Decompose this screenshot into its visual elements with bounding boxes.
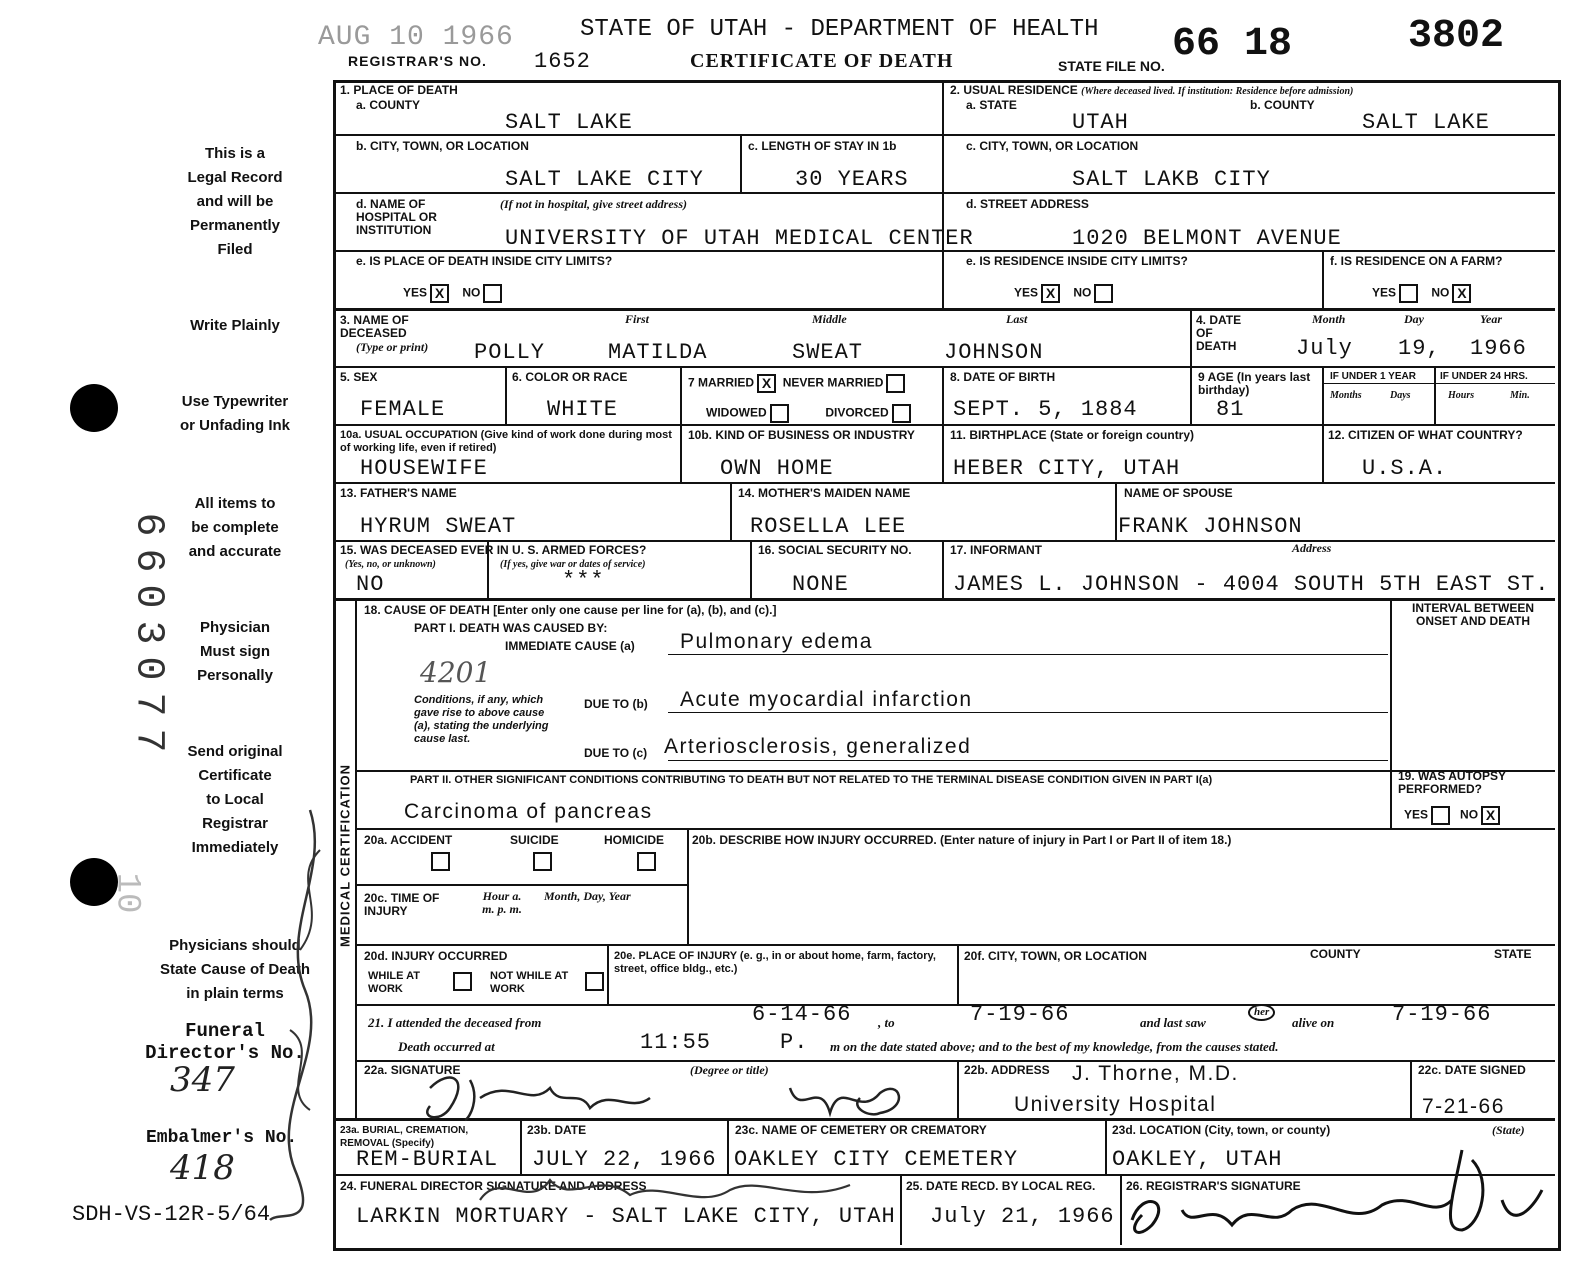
citizenship: U.S.A. <box>1362 456 1448 481</box>
middle-name-label: Middle <box>812 312 847 326</box>
while-at-work-checkbox[interactable] <box>453 972 472 991</box>
funeral-director-signature-scrawl <box>250 790 340 1230</box>
other-conditions: Carcinoma of pancreas <box>404 800 653 823</box>
registrar-signature <box>1122 1140 1552 1245</box>
no-checkbox[interactable] <box>1094 284 1113 303</box>
place-of-injury-label: 20e. PLACE OF INJURY (e. g., in or about home, farm, factory, street, office bldg., etc.) <box>614 950 936 975</box>
death-month: July <box>1296 336 1353 361</box>
last-name: JOHNSON <box>944 340 1044 365</box>
degree-title-label: (Degree or title) <box>690 1063 769 1077</box>
age: 81 <box>1216 397 1245 422</box>
hours-label: Hours <box>1448 390 1475 401</box>
under-1-year-label: IF UNDER 1 YEAR <box>1330 371 1416 382</box>
yes-checkbox-checked[interactable] <box>430 284 449 303</box>
date-received-label: 25. DATE RECD. BY LOCAL REG. <box>906 1179 1096 1193</box>
birthplace-label: 11. BIRTHPLACE (State or foreign country) <box>950 428 1195 442</box>
disposition-label: 23a. BURIAL, CREMATION, REMOVAL (Specify) <box>340 1125 469 1149</box>
punch-hole <box>70 384 118 432</box>
physician-sign-note: Physician Must sign Personally <box>197 619 273 684</box>
marital-status-row1: 7 MARRIEDX NEVER MARRIED <box>688 374 905 393</box>
service-hint: (If yes, give war or dates of service) <box>500 559 646 570</box>
service-dates: *** <box>562 568 605 593</box>
physician-signature <box>410 1068 950 1126</box>
immediate-cause: Pulmonary edema <box>680 630 873 653</box>
state-file-label: STATE FILE NO. <box>1058 58 1165 74</box>
part-two-label: PART II. OTHER SIGNIFICANT CONDITIONS CONTRIBUTING TO DEATH BUT NOT RELATED TO THE TERMINAL DISEASE CONDITION GIVEN IN PART I(a) <box>410 774 1213 786</box>
death-year: 1966 <box>1470 336 1527 361</box>
citizenship-label: 12. CITIZEN OF WHAT COUNTRY? <box>1328 428 1523 442</box>
injury-occurred-label: 20d. INJURY OCCURRED <box>364 949 508 963</box>
informant-address-label: Address <box>1292 541 1332 555</box>
death-county: SALT LAKE <box>505 110 633 135</box>
cemetery-location-label: 23d. LOCATION (City, town, or county) <box>1112 1123 1331 1137</box>
embalmer-number: 418 <box>170 1148 235 1188</box>
occupation: HOUSEWIFE <box>360 456 488 481</box>
date-signed: 7-21-66 <box>1422 1095 1505 1118</box>
time-of-death-pm: P. <box>780 1030 809 1055</box>
form-number: SDH-VS-12R-5/64 <box>72 1202 271 1227</box>
attended-to: 7-19-66 <box>970 1002 1070 1027</box>
no-checkbox-checked[interactable] <box>1452 284 1471 303</box>
attended-to-label: , to <box>878 1015 895 1030</box>
funeral-home: LARKIN MORTUARY - SALT LAKE CITY, UTAH <box>356 1204 896 1229</box>
physician-address-line1: J. Thorne, M.D. <box>1072 1062 1239 1085</box>
funeral-director-signature <box>470 1160 870 1230</box>
sex-label: 5. SEX <box>340 370 378 384</box>
burial-date: JULY 22, 1966 <box>532 1147 717 1172</box>
first-name: POLLY <box>474 340 546 365</box>
homicide-checkbox[interactable] <box>637 852 656 871</box>
minutes-label: Min. <box>1510 390 1530 401</box>
deceased-name-label: 3. NAME OF DECEASED <box>340 313 409 340</box>
place-of-death-label: 1. PLACE OF DEATH <box>340 83 458 97</box>
street-address-label: d. STREET ADDRESS <box>966 197 1089 211</box>
injury-city-label: 20f. CITY, TOWN, OR LOCATION <box>964 949 1147 963</box>
funeral-director-label: Funeral Director's No. <box>145 1020 305 1064</box>
interval-label: INTERVAL BETWEEN ONSET AND DEATH <box>1411 601 1534 628</box>
due-to-c-label: DUE TO (c) <box>584 746 648 760</box>
length-of-stay-label: c. LENGTH OF STAY IN 1b <box>748 139 897 153</box>
last-seen-alive: 7-19-66 <box>1392 1002 1492 1027</box>
not-while-at-work-checkbox[interactable] <box>585 972 604 991</box>
homicide-label: HOMICIDE <box>604 833 664 847</box>
residence-state-label: a. STATE <box>966 98 1017 112</box>
funeral-director-label-24: 24. FUNERAL DIRECTOR SIGNATURE AND ADDRESS <box>340 1179 647 1193</box>
month-label: Month <box>1312 312 1346 326</box>
medical-certification-label: MEDICAL CERTIFICATION <box>337 764 353 948</box>
autopsy-label: 19. WAS AUTOPSY PERFORMED? <box>1398 769 1506 796</box>
typewriter-note: Use Typewriter or Unfading Ink <box>180 393 290 434</box>
attended-from: 6-14-66 <box>752 1002 852 1027</box>
age-label: 9 AGE (In years last birthday) <box>1198 370 1311 397</box>
death-city-limits-label: e. IS PLACE OF DEATH INSIDE CITY LIMITS? <box>356 254 613 268</box>
under-24-hours-label: IF UNDER 24 HRS. <box>1440 371 1528 382</box>
burial-date-label: 23b. DATE <box>527 1123 587 1137</box>
death-county-label: a. COUNTY <box>356 98 421 112</box>
complete-note: All items to be complete and accurate <box>188 495 282 560</box>
residence-city-label: c. CITY, TOWN, OR LOCATION <box>966 139 1139 153</box>
knowledge-statement: m on the date stated above; and to the best of my knowledge, from the causes stated. <box>830 1039 1279 1054</box>
death-city-limits-answer: YESX NO <box>403 284 502 303</box>
suicide-label: SUICIDE <box>510 833 559 847</box>
marital-status-row2: WIDOWED DIVORCED <box>706 404 911 423</box>
residence-state: UTAH <box>1072 110 1129 135</box>
first-name-label: First <box>625 312 650 326</box>
yes-checkbox[interactable] <box>1399 284 1418 303</box>
vertical-serial: 6603077 <box>125 512 171 765</box>
accident-label: 20a. ACCIDENT <box>364 833 453 847</box>
autopsy-no-checkbox-checked[interactable] <box>1481 806 1500 825</box>
date-signed-label: 22c. DATE SIGNED <box>1418 1063 1526 1077</box>
not-while-at-work-label: NOT WHILE AT WORK <box>490 970 569 995</box>
vertical-serial-faint: 10 <box>107 872 146 914</box>
time-of-death: 11:55 <box>640 1030 712 1055</box>
hospital-label: d. NAME OF HOSPITAL OR INSTITUTION <box>356 197 437 237</box>
cause-plain-note: Physicians should State Cause of Death in plain terms <box>159 937 311 1002</box>
write-plainly-note: Write Plainly <box>190 317 280 334</box>
form-title: CERTIFICATE OF DEATH <box>690 50 954 72</box>
last-name-label: Last <box>1006 312 1028 326</box>
date-received: July 21, 1966 <box>930 1204 1115 1229</box>
autopsy-yes-checkbox[interactable] <box>1431 806 1450 825</box>
date-of-death-label: 4. DATE OF DEATH <box>1196 313 1242 353</box>
cemetery-state-label: (State) <box>1492 1123 1525 1137</box>
death-city: SALT LAKE CITY <box>505 167 704 192</box>
injury-date-label: Month, Day, Year <box>544 889 631 903</box>
her-circled: her <box>1248 1004 1275 1021</box>
legal-record-note: This is a Legal Record and will be Permanently Filed <box>187 145 283 258</box>
injury-county-label: COUNTY <box>1310 947 1361 961</box>
attended-label: 21. I attended the deceased from <box>368 1015 542 1030</box>
middle-name-2: SWEAT <box>792 340 864 365</box>
ssn: NONE <box>792 572 849 597</box>
conditions-note: Conditions, if any, which gave rise to above cause (a), stating the underlying cause last. <box>414 694 549 745</box>
armed-forces-label: 15. WAS DECEASED EVER IN U. S. ARMED FORCES? <box>340 543 647 557</box>
father-name: HYRUM SWEAT <box>360 514 517 539</box>
birthplace: HEBER CITY, UTAH <box>953 456 1181 481</box>
occupation-label: 10a. USUAL OCCUPATION (Give kind of work done during most of working life, even if retired) <box>340 429 672 454</box>
sex: FEMALE <box>360 397 446 422</box>
married-checkbox-checked[interactable] <box>757 374 776 393</box>
physician-address-label: 22b. ADDRESS <box>964 1063 1050 1077</box>
armed-forces-hint: (Yes, no, or unknown) <box>345 559 436 570</box>
certificate-number: 3802 <box>1408 14 1505 59</box>
ssn-label: 16. SOCIAL SECURITY NO. <box>758 543 912 557</box>
industry-label: 10b. KIND OF BUSINESS OR INDUSTRY <box>688 428 915 442</box>
death-city-label: b. CITY, TOWN, OR LOCATION <box>356 139 529 153</box>
death-occurred-label: Death occurred at <box>398 1039 495 1054</box>
hospital-hint: (If not in hospital, give street address) <box>500 197 688 211</box>
date-of-birth: SEPT. 5, 1884 <box>953 397 1138 422</box>
farm-label: f. IS RESIDENCE ON A FARM? <box>1330 254 1503 268</box>
cemetery: OAKLEY CITY CEMETERY <box>734 1147 1019 1172</box>
immediate-cause-label: IMMEDIATE CAUSE (a) <box>505 639 635 653</box>
no-checkbox[interactable] <box>483 284 502 303</box>
suicide-checkbox[interactable] <box>533 852 552 871</box>
months-label: Months <box>1330 390 1362 401</box>
armed-forces: NO <box>356 572 385 597</box>
middle-name-1: MATILDA <box>608 340 708 365</box>
usual-residence-label: 2. USUAL RESIDENCE (Where deceased lived. If institution: Residence before admission) <box>950 83 1354 97</box>
mother-name-label: 14. MOTHER'S MAIDEN NAME <box>738 486 911 500</box>
spouse-label: NAME OF SPOUSE <box>1124 486 1233 500</box>
send-original-note: Send original Certificate to Local Registrar Immediately <box>187 743 283 856</box>
hospital-name: UNIVERSITY OF UTAH MEDICAL CENTER <box>505 226 974 251</box>
race-label: 6. COLOR OR RACE <box>512 370 628 384</box>
spouse-name: FRANK JOHNSON <box>1118 514 1303 539</box>
race: WHITE <box>547 397 619 422</box>
mother-name: ROSELLA LEE <box>750 514 907 539</box>
funeral-director-number: 347 <box>170 1060 235 1100</box>
residence-city-limits-label: e. IS RESIDENCE INSIDE CITY LIMITS? <box>966 254 1188 268</box>
autopsy-answer: YES NOX <box>1404 806 1500 825</box>
yes-checkbox-checked[interactable] <box>1041 284 1060 303</box>
alive-on-label: alive on <box>1292 1015 1335 1030</box>
disposition: REM-BURIAL <box>356 1147 499 1172</box>
accident-checkbox[interactable] <box>431 852 450 871</box>
state-file-number: 66 18 <box>1172 22 1293 67</box>
informant-label: 17. INFORMANT <box>950 543 1043 557</box>
agency-title: STATE OF UTAH - DEPARTMENT OF HEALTH <box>580 16 1099 43</box>
registrar-number: 1652 <box>534 49 591 74</box>
hour-ampm-label: Hour a. m. p. m. <box>482 889 522 916</box>
time-of-injury-label: 20c. TIME OF INJURY <box>364 891 440 918</box>
father-name-label: 13. FATHER'S NAME <box>340 486 457 500</box>
part-one-label: PART I. DEATH WAS CAUSED BY: <box>414 621 608 635</box>
due-to-b-label: DUE TO (b) <box>584 697 648 711</box>
day-label: Day <box>1404 312 1424 326</box>
length-of-stay: 30 YEARS <box>795 167 909 192</box>
residence-county-label: b. COUNTY <box>1250 98 1315 112</box>
registrar-label: REGISTRAR'S NO. <box>348 53 487 69</box>
received-stamp: AUG 10 1966 <box>318 22 514 53</box>
cause-c: Arteriosclerosis, generalized <box>664 735 972 758</box>
street-address: 1020 BELMONT AVENUE <box>1072 226 1342 251</box>
informant: JAMES L. JOHNSON - 4004 SOUTH 5TH EAST ST. <box>953 572 1550 597</box>
last-saw-label: and last saw <box>1140 1015 1206 1030</box>
residence-city: SALT LAKB CITY <box>1072 167 1271 192</box>
injury-state-label: STATE <box>1494 947 1532 961</box>
embalmer-label: Embalmer's No. <box>146 1128 298 1148</box>
type-or-print-hint: (Type or print) <box>356 340 429 354</box>
cemetery-label: 23c. NAME OF CEMETERY OR CREMATORY <box>735 1123 987 1137</box>
injury-description-label: 20b. DESCRIBE HOW INJURY OCCURRED. (Enter nature of injury in Part I or Part II of item 18.) <box>692 833 1232 847</box>
cause-b: Acute myocardial infarction <box>680 688 973 711</box>
farm-answer: YES NOX <box>1372 284 1471 303</box>
divorced-checkbox[interactable] <box>892 404 911 423</box>
industry: OWN HOME <box>720 456 834 481</box>
registrar-signature-label: 26. REGISTRAR'S SIGNATURE <box>1126 1179 1301 1193</box>
cause-of-death-label: 18. CAUSE OF DEATH [Enter only one cause per line for (a), (b), and (c).] <box>364 603 777 617</box>
death-day: 19, <box>1398 336 1441 361</box>
days-label: Days <box>1390 390 1411 401</box>
cemetery-location: OAKLEY, UTAH <box>1112 1147 1283 1172</box>
signature-label: 22a. SIGNATURE <box>364 1063 461 1077</box>
residence-city-limits-answer: YESX NO <box>1014 284 1113 303</box>
while-at-work-label: WHILE AT WORK <box>368 970 420 995</box>
dob-label: 8. DATE OF BIRTH <box>950 370 1056 384</box>
residence-county: SALT LAKE <box>1362 110 1490 135</box>
never-married-checkbox[interactable] <box>886 374 905 393</box>
year-label: Year <box>1480 312 1502 326</box>
physician-address-line2: University Hospital <box>1014 1093 1217 1116</box>
cause-code: 4201 <box>420 656 492 689</box>
widowed-checkbox[interactable] <box>770 404 789 423</box>
